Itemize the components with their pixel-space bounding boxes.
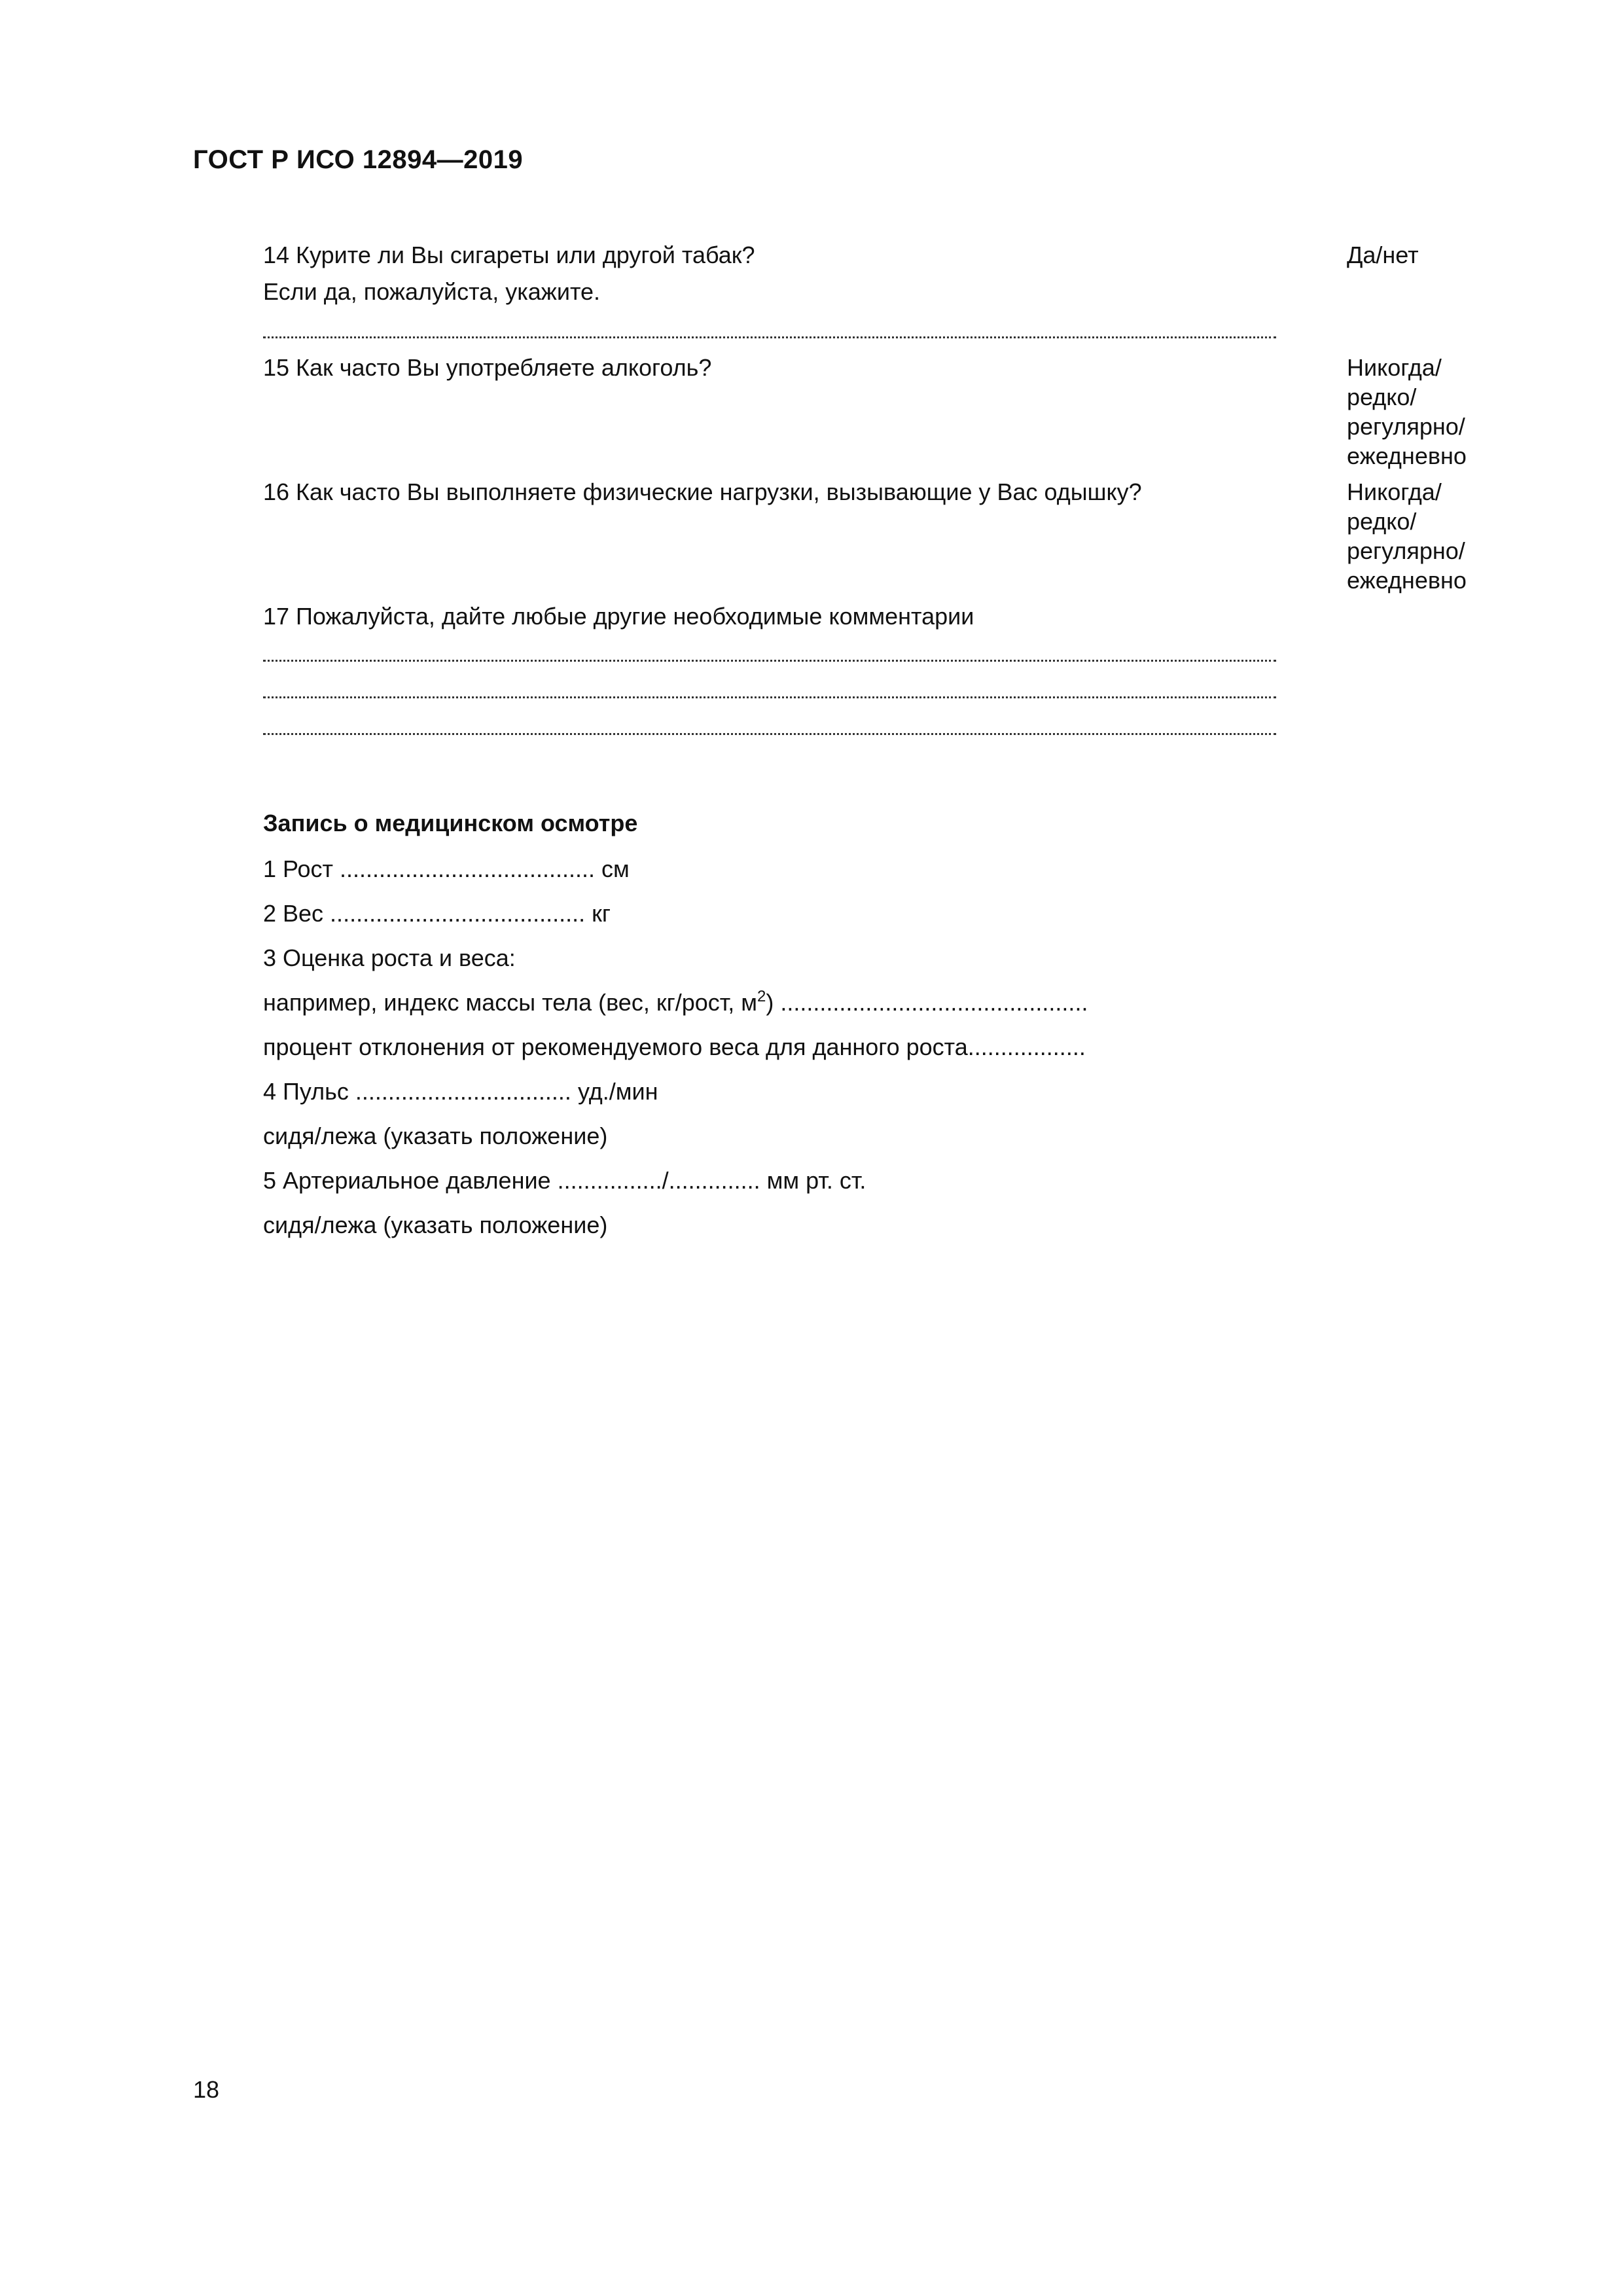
exam-pulse-field: 4 Пульс ................................. уд./мин [263,1078,658,1105]
question-16-option-daily: ежедневно [1347,567,1467,594]
exam-blood-pressure-field: 5 Артериальное давление ................/.............. мм рт. ст. [263,1167,866,1194]
comment-fill-line[interactable] [263,733,1276,735]
exam-assessment-label: 3 Оценка роста и веса: [263,944,516,971]
question-16-option-never: Никогда/ [1347,478,1442,505]
exam-pulse-position: сидя/лежа (указать положение) [263,1122,608,1149]
bmi-fill: ) ............................................... [766,989,1088,1016]
bmi-label: например, индекс массы тела (вес, кг/рост, м [263,989,757,1016]
question-16-option-rarely: редко/ [1347,508,1417,535]
comment-fill-line[interactable] [263,660,1276,662]
bmi-superscript: 2 [757,988,766,1005]
question-15-option-rarely: редко/ [1347,384,1417,410]
question-17-text: 17 Пожалуйста, дайте любые другие необходимые комментарии [263,603,974,630]
exam-height-field: 1 Рост ....................................... см [263,855,630,882]
question-16-text: 16 Как часто Вы выполняете физические нагрузки, вызывающие у Вас одышку? [263,478,1142,505]
exam-bp-position: сидя/лежа (указать положение) [263,1211,608,1238]
question-15-option-regularly: регулярно/ [1347,413,1465,440]
question-15-option-daily: ежедневно [1347,442,1467,469]
question-14-followup: Если да, пожалуйста, укажите. [263,278,601,305]
question-14-fill-line[interactable] [263,336,1276,338]
document-header: ГОСТ Р ИСО 12894—2019 [193,145,524,174]
question-15-text: 15 Как часто Вы употребляете алкоголь? [263,354,712,381]
exam-bmi-field [263,988,1088,1017]
question-15-option-never: Никогда/ [1347,354,1442,381]
question-14-answer: Да/нет [1347,242,1419,268]
page-number: 18 [193,2076,220,2103]
exam-section-heading: Запись о медицинском осмотре [263,810,638,836]
question-14-text: 14 Курите ли Вы сигареты или другой табак? [263,242,755,268]
question-16-option-regularly: регулярно/ [1347,537,1465,564]
comment-fill-line[interactable] [263,696,1276,698]
exam-weight-deviation-field: процент отклонения от рекомендуемого веса для данного роста.................. [263,1033,1086,1060]
exam-weight-field: 2 Вес ....................................... кг [263,900,611,927]
